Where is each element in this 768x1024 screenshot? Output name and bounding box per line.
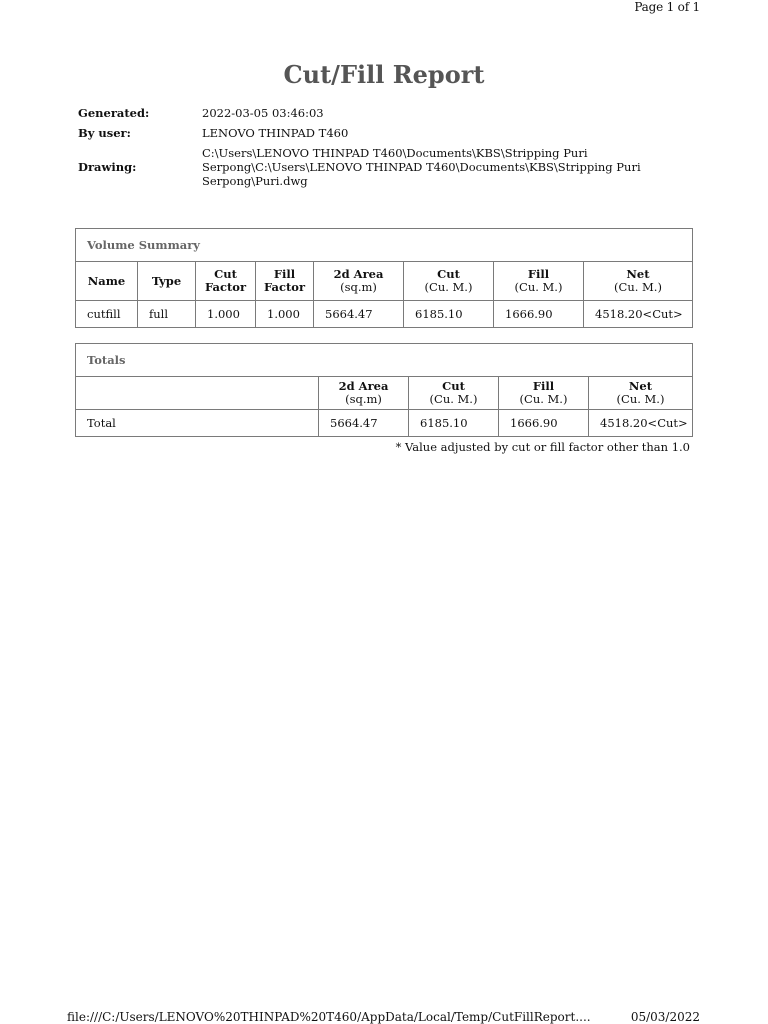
totals-header-area-line1: 2d Area [338, 379, 389, 393]
totals-header-cut [409, 377, 499, 410]
footnote: * Value adjusted by cut or fill factor other than 1.0 [395, 440, 690, 454]
cell-fill: 1666.90 [494, 301, 584, 328]
cell-net: 4518.20<Cut> [584, 301, 693, 328]
header-cut-line1: Cut [437, 267, 460, 281]
totals-header-fill-line1: Fill [532, 379, 555, 393]
totals-header-area-unit: (sq.m) [345, 392, 382, 406]
footer-date: 05/03/2022 [630, 1010, 700, 1024]
header-net [584, 262, 693, 301]
page-number: Page 1 of 1 [634, 0, 700, 14]
total-fill: 1666.90 [499, 410, 589, 437]
cell-cut-factor: 1.000 [196, 301, 256, 328]
header-cut [404, 262, 494, 301]
generated-value: 2022-03-05 03:46:03 [202, 106, 324, 120]
total-area: 5664.47 [319, 410, 409, 437]
drawing-label: Drawing: [78, 160, 137, 174]
volume-summary-header-row [76, 262, 693, 301]
report-title: Cut/Fill Report [283, 60, 485, 89]
totals-header-fill-unit: (Cu. M.) [519, 392, 568, 406]
header-cut-unit: (Cu. M.) [424, 280, 473, 294]
totals-header-fill [499, 377, 589, 410]
totals-table [75, 343, 693, 437]
total-net: 4518.20<Cut> [589, 410, 693, 437]
header-cut-factor [196, 262, 256, 301]
user-value: LENOVO THINPAD T460 [202, 126, 349, 140]
table-row [76, 410, 693, 437]
footer-file-url: file:///C:/Users/LENOVO%20THINPAD%20T460/AppData/Local/Temp/CutFillReport.... [67, 1010, 591, 1024]
total-label: Total [76, 410, 319, 437]
totals-header-net-line1: Net [628, 379, 653, 393]
header-fill-unit: (Cu. M.) [514, 280, 563, 294]
header-cut-factor-line2: Factor [204, 280, 247, 294]
drawing-path: C:\Users\LENOVO THINPAD T460\Documents\KBS\Stripping Puri Serpong\C:\Users\LENOVO THINPAD T460\Documents\KBS\Stripping Puri Serpong\Puri.dwg [202, 146, 641, 188]
report-metadata [78, 106, 698, 188]
header-area [314, 262, 404, 301]
header-area-unit: (sq.m) [340, 280, 377, 294]
total-cut: 6185.10 [409, 410, 499, 437]
header-type: Type [138, 262, 196, 301]
totals-header-area [319, 377, 409, 410]
header-net-unit: (Cu. M.) [614, 280, 662, 294]
header-fill-factor-line1: Fill [273, 267, 296, 281]
header-blank [76, 377, 319, 410]
header-net-line1: Net [626, 267, 650, 281]
cell-fill-factor: 1.000 [256, 301, 314, 328]
header-name: Name [76, 262, 138, 301]
totals-header-cut-line1: Cut [442, 379, 465, 393]
totals-header-cut-unit: (Cu. M.) [429, 392, 478, 406]
volume-summary-title: Volume Summary [76, 229, 693, 262]
totals-header-net [589, 377, 693, 410]
volume-summary-table [75, 228, 693, 328]
header-fill-line1: Fill [527, 267, 550, 281]
cell-cut: 6185.10 [404, 301, 494, 328]
table-row [76, 301, 693, 328]
header-fill [494, 262, 584, 301]
header-cut-factor-line1: Cut [214, 267, 237, 281]
totals-header-row [76, 377, 693, 410]
header-fill-factor-line2: Factor [263, 280, 306, 294]
header-area-line1: 2d Area [333, 267, 384, 281]
generated-label: Generated: [78, 106, 150, 120]
header-fill-factor [256, 262, 314, 301]
cell-type: full [138, 301, 196, 328]
totals-header-net-unit: (Cu. M.) [616, 392, 665, 406]
cell-area: 5664.47 [314, 301, 404, 328]
cell-name: cutfill [76, 301, 138, 328]
totals-title: Totals [76, 344, 693, 377]
user-label: By user: [78, 126, 131, 140]
